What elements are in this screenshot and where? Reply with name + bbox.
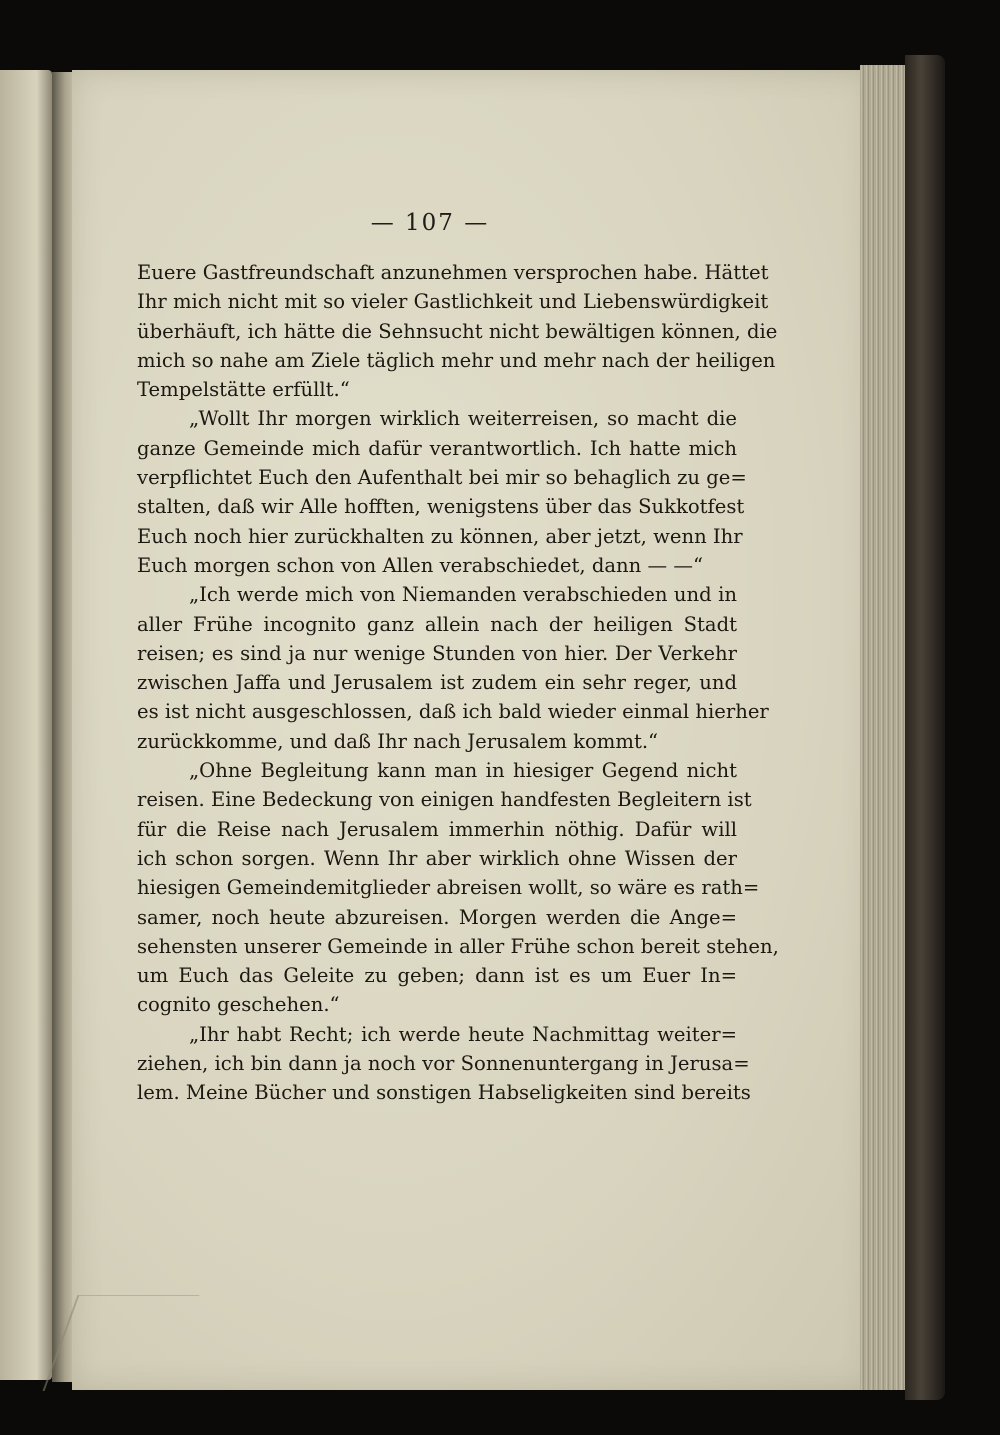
text-line: Tempelstätte erfüllt.“	[137, 378, 350, 402]
text-line: zurückkomme, und daß Ihr nach Jerusalem kommt.“	[137, 729, 659, 753]
book-cover-edge	[905, 55, 945, 1400]
text-line: sehensten unserer Gemeinde in aller Frühe schon bereit stehen,	[137, 934, 779, 958]
text-line: mich so nahe am Ziele täglich mehr und mehr nach der heiligen	[137, 348, 776, 372]
text-line: ziehen, ich bin dann ja noch vor Sonnenuntergang in Jerusa=	[137, 1052, 750, 1076]
page-number: — 107 —	[370, 210, 490, 236]
text-line: reisen. Eine Bedeckung von einigen handfesten Begleitern ist	[137, 788, 752, 812]
body-text	[137, 258, 779, 1108]
text-line: Euch morgen schon von Allen verabschiedet, dann — —“	[137, 553, 703, 577]
text-line: stalten, daß wir Alle hofften, wenigstens über das Sukkotfest	[137, 495, 745, 519]
left-page-edge	[0, 70, 52, 1380]
text-line: ich schon sorgen. Wenn Ihr aber wirklich ohne Wissen der	[137, 846, 737, 870]
text-line: „Wollt Ihr morgen wirklich weiterreisen, so macht die	[189, 407, 737, 431]
text-line: es ist nicht ausgeschlossen, daß ich bald wieder einmal hierher	[137, 700, 769, 724]
text-line: hiesigen Gemeindemitglieder abreisen wollt, so wäre es rath=	[137, 876, 760, 900]
text-line: für die Reise nach Jerusalem immerhin nöthig. Dafür will	[137, 817, 737, 841]
text-line: „Ohne Begleitung kann man in hiesiger Gegend nicht	[189, 759, 737, 783]
text-line: ganze Gemeinde mich dafür verantwortlich. Ich hatte mich	[137, 436, 737, 460]
text-line: „Ich werde mich von Niemanden verabschieden und in	[189, 583, 737, 607]
text-line: zwischen Jaffa und Jerusalem ist zudem ein sehr reger, und	[137, 671, 737, 695]
text-line: samer, noch heute abzureisen. Morgen werden die Ange=	[137, 905, 737, 929]
text-line: reisen; es sind ja nur wenige Stunden von hier. Der Verkehr	[137, 641, 737, 665]
text-line: überhäuft, ich hätte die Sehnsucht nicht bewältigen können, die	[137, 319, 778, 343]
text-line: Euch noch hier zurückhalten zu können, aber jetzt, wenn Ihr	[137, 524, 743, 548]
text-line: Euere Gastfreundschaft anzunehmen versprochen habe. Hättet	[137, 261, 769, 284]
text-line: lem. Meine Bücher und sonstigen Habseligkeiten sind bereits	[137, 1081, 751, 1105]
text-line: aller Frühe incognito ganz allein nach der heiligen Stadt	[137, 612, 737, 636]
text-line: cognito geschehen.“	[137, 993, 340, 1017]
text-line: Ihr mich nicht mit so vieler Gastlichkeit und Liebenswürdigkeit	[137, 290, 769, 314]
text-line: verpflichtet Euch den Aufenthalt bei mir so behaglich zu ge=	[137, 466, 747, 490]
text-line: um Euch das Geleite zu geben; dann ist es um Euer In=	[137, 964, 737, 988]
text-line: „Ihr habt Recht; ich werde heute Nachmittag weiter=	[189, 1022, 737, 1046]
